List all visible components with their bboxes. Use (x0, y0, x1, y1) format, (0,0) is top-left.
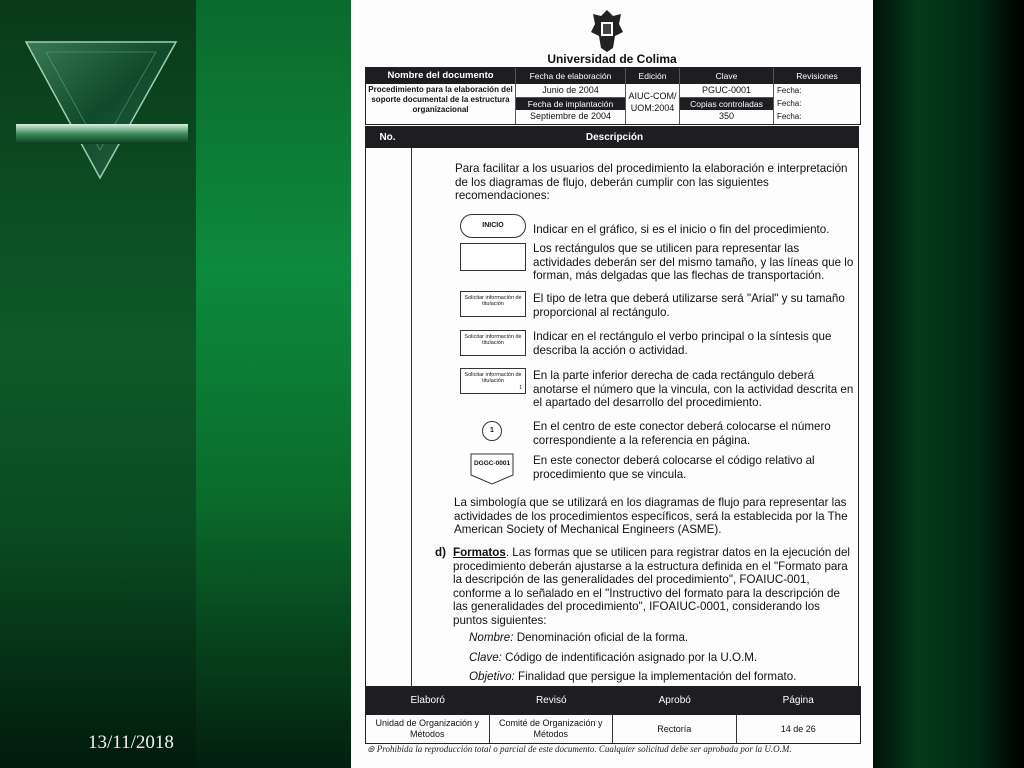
offpage-connector-label: DGGC-0001 (473, 460, 511, 467)
header-label-nombre: Nombre del documento (366, 68, 516, 84)
font-rectangle-symbol: Solicitar información de titulación (460, 291, 526, 317)
formatos-text: . Las formas que se utilicen para registrar datos en la ejecución del procedimiento deberán ajustarse a la estructura definida en el "Formato para la descripción de las generalidades del procedimiento", FOAIUC-001, conforme a lo señalado en el "Instructivo del formato para la descripción de las generalidades del procedimiento", IFOAIUC-0001, considerando los puntos siguientes: (453, 546, 850, 627)
formatos-item-clave (469, 651, 849, 665)
revision-date-1: Fecha: (777, 86, 802, 95)
footer-value-aprobo: Rectoría (613, 715, 737, 743)
revision-date-3: Fecha: (777, 112, 802, 121)
formatos-title: Formatos (453, 546, 506, 559)
clave-value: PGUC-0001 (680, 84, 773, 98)
formatos-item-text: Código de indentificación asignado por la U.O.M. (505, 651, 758, 664)
marble-triangle-logo (16, 40, 188, 180)
symbol-3-text: El tipo de letra que deberá utilizarse será "Arial" y su tamaño proporcional al rectángulo. (533, 292, 845, 319)
numbered-rectangle-label: Solicitar información de titulación (464, 372, 522, 384)
footer-label-pagina: Página (782, 695, 814, 706)
verb-rectangle-symbol: Solicitar información de titulación (460, 330, 526, 356)
column-divider (411, 148, 412, 686)
formatos-item-term: Clave: (469, 651, 502, 664)
header-label-fecha-elaboracion: Fecha de elaboración (516, 68, 626, 84)
inicio-terminal-symbol: INICIO (460, 214, 526, 238)
copias-value: 350 (718, 111, 735, 121)
formatos-item-text: Denominación oficial de la forma. (516, 631, 689, 644)
document-header-table (365, 67, 861, 125)
edicion-value: AIUC-COM/ UOM:2004 (626, 84, 680, 124)
symbol-2-text: Los rectángulos que se utilicen para representar las actividades deberán ser del mismo tamaño, y las líneas que lo forman, más delgadas que las flechas de transportación. (533, 242, 854, 283)
copias-label: Copias controladas (680, 98, 773, 110)
numbered-rectangle-number: 1 (519, 385, 522, 391)
fecha-implantacion: Septiembre de 2004 (529, 111, 612, 121)
legal-notice (367, 744, 792, 755)
footer-value-elaboro: Unidad de Organización y Métodos (366, 715, 490, 743)
university-name: Universidad de Colima (547, 52, 677, 66)
formatos-letter: d) (435, 546, 446, 559)
header-label-clave: Clave (680, 68, 774, 84)
footer-label-elaboro: Elaboró (410, 695, 445, 706)
university-crest-icon (587, 6, 627, 56)
slide-date: 13/11/2018 (88, 732, 174, 753)
description-header-bar (365, 126, 859, 148)
formatos-item-text: Finalidad que persigue la implementación del formato. (518, 670, 797, 683)
page-connector-symbol: 1 (482, 421, 502, 441)
symbol-6-text: En el centro de este conector deberá colocarse el número correspondiente a la referencia en página. (533, 420, 831, 447)
symbol-4-text: Indicar en el rectángulo el verbo principal o la síntesis que describa la acción o actividad. (533, 330, 832, 357)
document-page (351, 0, 873, 768)
copyright-icon: ⊜ (367, 744, 375, 754)
activity-rectangle-symbol (460, 243, 526, 271)
document-footer-table (365, 686, 861, 744)
formatos-item-objetivo (469, 670, 849, 684)
offpage-connector-symbol (470, 453, 514, 485)
formatos-paragraph (453, 546, 853, 628)
numbered-rectangle-symbol (460, 368, 526, 394)
doc-name: Procedimiento para la elaboración del soporte documental de la estructura organizacional (366, 84, 516, 124)
slide-middle-band (196, 0, 351, 768)
formatos-item-term: Objetivo: (469, 670, 515, 683)
simbologia-paragraph: La simbología que se utilizará en los diagramas de flujo para representar las actividades de los procedimientos específicos, será la establecida por la The American Society of Mechanical Engineers (ASME). (454, 496, 848, 537)
header-label-edicion: Edición (626, 68, 680, 84)
formatos-item-nombre (469, 631, 849, 645)
legal-notice-text: Prohibida la reproducción total o parcial de este documento. Cualquier solicitud debe ser aprobada por la U.O.M. (376, 744, 792, 754)
symbol-5-text: En la parte inferior derecha de cada rectángulo deberá anotarse el número que la vincula, con la actividad descrita en el apartado del desarrollo del procedimiento. (533, 369, 854, 410)
formatos-item-term: Nombre: (469, 631, 514, 644)
col-no: No. (379, 131, 396, 143)
symbol-1-text: Indicar en el gráfico, si es el inicio o fin del procedimiento. (533, 223, 830, 236)
header-label-revisiones: Revisiones (796, 71, 838, 81)
footer-value-reviso: Comité de Organización y Métodos (490, 715, 614, 743)
fecha-elaboracion: Junio de 2004 (516, 84, 625, 98)
col-descripcion: Descripción (585, 131, 644, 143)
footer-label-aprobo: Aprobó (658, 695, 691, 706)
revision-date-2: Fecha: (777, 99, 802, 108)
slide-right-band (873, 0, 1024, 768)
footer-value-pagina: 14 de 26 (780, 723, 816, 734)
symbol-7-text: En este conector deberá colocarse el código relativo al procedimiento que se vincula. (533, 454, 815, 481)
fecha-implantacion-label: Fecha de implantación (516, 98, 625, 110)
footer-label-reviso: Revisó (535, 695, 567, 706)
intro-paragraph: Para facilitar a los usuarios del procedimiento la elaboración e interpretación de los diagramas de flujo, deberán cumplir con las siguientes recomendaciones: (455, 162, 848, 203)
